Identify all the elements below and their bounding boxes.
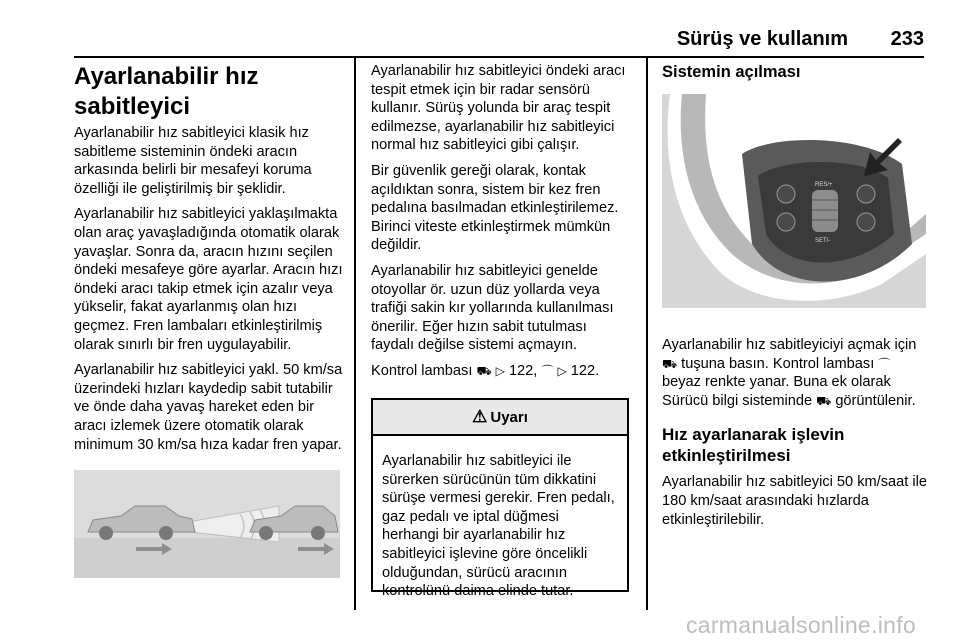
activation-text-3: beyaz renkte yanar. Buna ek olarak Sürücü bilgi sisteminde <box>662 374 891 409</box>
left-paragraph-2: Ayarlanabilir hız sabitleyici yaklaşılmakta olan araç yavaşladığında otomatik olarak yavaşlar. Sonra da, aracın hızını seçilen öndeki mesafeye göre ayarlar. Aracın hızı öndeki aracı takip etmek için azalır veya yükselir, fakat ayarlanmış olan hızı geçmez. Fren lambaları etkinleştirilmiş olarak sınırlı bir fren uygulayabilir. <box>74 206 343 353</box>
section-heading: Ayarlanabilir hız sabitleyici <box>74 63 259 120</box>
warning-text: Ayarlanabilir hız sabitleyici ile sürerken sürücünün tüm dikkatini sürüşe vermesi gerekir. Fren pedalı, gaz pedalı ve iptal düğmesi herhangi bir ayarlanabilir hız sabitleyici işlevine göre öncelikli olduğundan, sürücü aracının kontrolünü daima elinde tutar. <box>382 453 615 600</box>
reference-arrow-icon: ▷ <box>557 363 567 378</box>
warning-triangle-icon: ⚠ <box>472 407 488 426</box>
warning-title: Uyarı <box>490 408 528 426</box>
right-paragraph-2: Ayarlanabilir hız sabitleyici 50 km/saat ile 180 km/saat arasındaki hızlarda etkinleştirilebilir. <box>662 474 927 528</box>
middle-paragraph-3: Ayarlanabilir hız sabitleyici genelde otoyollar ör. uzun düz yollarda veya trafiği sakin kır yollarında kullanılması önerilir. Eğer hızın sabit tutulması faydalı değilse sistemi açmayın. <box>371 262 614 354</box>
page-header <box>0 28 960 58</box>
left-column <box>74 62 346 461</box>
following-distance-illustration <box>74 470 340 578</box>
subsection-heading-activation: Sistemin açılması <box>662 63 801 81</box>
set-label: SET/- <box>815 238 831 244</box>
column-divider-left <box>354 58 356 610</box>
middle-paragraph-2: Bir güvenlik gereği olarak, kontak açıldıktan sonra, sistem bir kez fren pedalına basılmadan etkinleştirilemez. Birinci viteste etkinleştirmek mümkün değildir. <box>371 162 619 254</box>
section-title: Sürüş ve kullanım <box>676 28 848 50</box>
left-paragraph-1: Ayarlanabilir hız sabitleyici klasik hız sabitleme sisteminin öndeki aracın arkasında belirli bir mesafeyi koruma özelliği ile geliştirilmiş bir şeklidir. <box>74 125 312 197</box>
activation-text-4: görüntülenir. <box>835 392 916 409</box>
left-paragraph-3: Ayarlanabilir hız sabitleyici yakl. 50 km/sa üzerindeki hızları kaydedip sabit tutabilir ve önde daha yavaş hareket eden bir aracı izlemek üzere otomatik olarak minimum 30 km/sa hıza kadar fren yapar. <box>74 362 343 453</box>
activation-text-1: Ayarlanabilir hız sabitleyiciyi açmak için <box>662 337 917 353</box>
subsection-heading-speed: Hız ayarlanarak işlevin etkinleştirilmesi <box>662 425 845 466</box>
control-lamp-line <box>371 362 633 381</box>
middle-column <box>371 62 633 388</box>
cruise-distance-icon: ⛟ <box>662 356 678 371</box>
page-reference-1: 122, <box>508 362 538 379</box>
middle-paragraph-1: Ayarlanabilir hız sabitleyici öndeki aracı tespit etmek için bir radar sensörü kullanır. Sürüş yolunda bir araç tespit edilmezse, ayarlanabilir hız sabitleyici normal hız sabitleyici gibi çalışır. <box>371 63 626 154</box>
activation-text-2: tuşuna basın. Kontrol lambası <box>681 355 875 372</box>
header-rule <box>74 56 924 58</box>
page-number: 233 <box>890 28 924 50</box>
steering-wheel-controls-illustration <box>662 94 926 308</box>
control-lamp-label: Kontrol lambası <box>371 362 473 379</box>
watermark: carmanualsonline.info <box>685 612 916 638</box>
page-reference-2: 122. <box>570 362 600 379</box>
warning-header <box>373 400 627 436</box>
cruise-car-icon: ⛟ <box>476 363 492 378</box>
column-divider-right <box>646 58 648 610</box>
right-paragraph-1 <box>662 336 928 410</box>
cruise-distance-icon: ⛟ <box>816 393 832 408</box>
speedometer-icon: ⌒ <box>541 363 554 378</box>
speedometer-icon: ⌒ <box>878 356 891 371</box>
warning-box <box>371 398 629 600</box>
reference-arrow-icon: ▷ <box>495 363 505 378</box>
res-label: RES/+ <box>815 182 833 188</box>
